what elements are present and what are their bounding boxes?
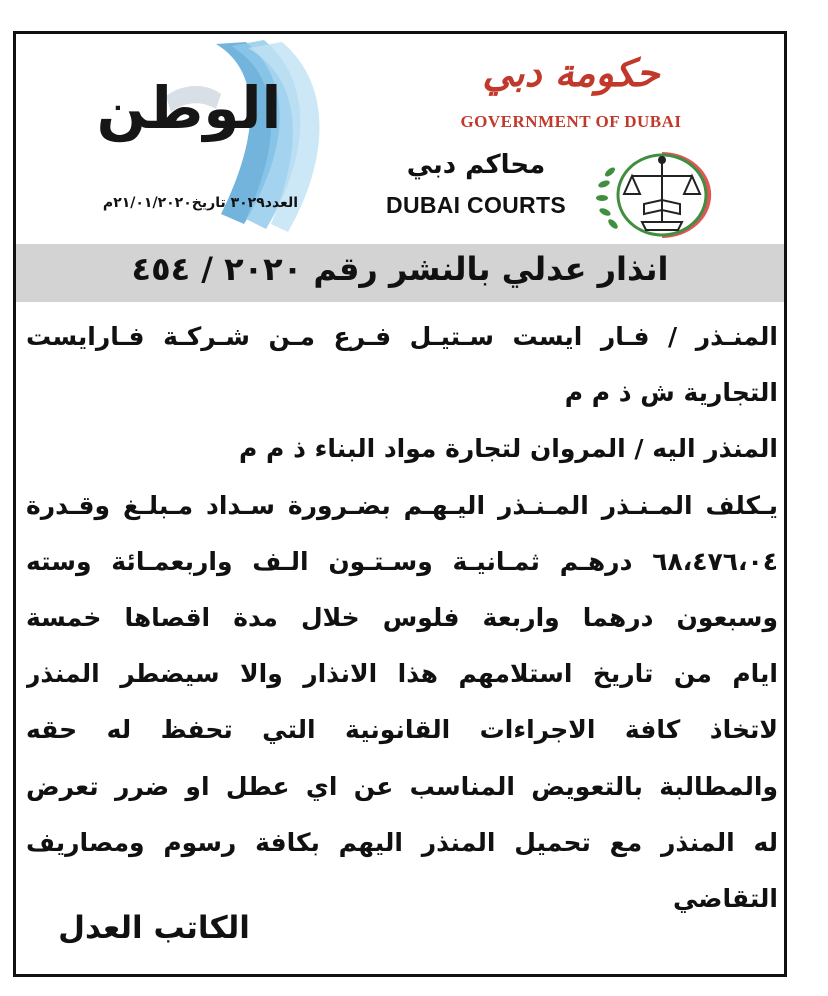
courts-name-arabic: محاكم دبي (406, 150, 546, 180)
notice-body (26, 309, 778, 927)
notice-line: والمطالبة بالتعويض المناسب عن اي عطل او ضرر تعرض (26, 771, 778, 801)
notice-title: انذار عدلي بالنشر رقم ٢٠٢٠ / ٤٥٤ (131, 250, 669, 288)
notice-line: التقاضي (673, 883, 778, 913)
courts-name-english: DUBAI COURTS (386, 192, 566, 218)
notice-line: لاتخاذ كافة الاجراءات القانونية التي تحفظ له حقه (26, 715, 778, 745)
government-name-english: GOVERNMENT OF DUBAI (460, 112, 682, 131)
header (16, 34, 784, 244)
notice-line: التجارية ش ذ م م (564, 378, 778, 408)
government-of-dubai-logo (436, 42, 706, 142)
newspaper-name: الوطن (96, 74, 282, 142)
notice-line: المنذر اليه / المروان لتجارة مواد البناء ذ م م (239, 434, 778, 464)
notice-line: ٦٨،٤٧٦،٠٤ درهـم ثمـانيـة وسـتـون الـف واربعمـائة وسته (26, 546, 778, 576)
notice-line: يـكلف المـنـذر المـنـذر اليـهـم بضـرورة سـداد مـبلـغ وقـدرة (26, 490, 778, 520)
scales-of-justice-emblem-icon (582, 142, 772, 242)
dubai-courts-logo (376, 142, 776, 242)
notice-line: وسبعون درهما واربعة فلوس خلال مدة اقصاها خمسة (26, 602, 778, 632)
notice-line: ايام من تاريخ استلامهم هذا الانذار والا سيضطر المنذر (26, 659, 778, 689)
newspaper-masthead (16, 34, 346, 244)
notary-signature: الكاتب العدل (58, 910, 250, 946)
notice-title-band (16, 244, 784, 302)
government-name-arabic: حكومة دبي (482, 50, 660, 95)
notice-line: المنـذر / فـار ايست سـتيـل فـرع مـن شـركـة فـارايست (26, 322, 778, 351)
notice-line: له المنذر مع تحميل المنذر اليهم بكافة رسوم ومصاريف (26, 827, 778, 857)
newspaper-issue-date: العدد٣٠٢٩ تاريخ٢١/٠١/٢٠٢٠م (102, 195, 298, 211)
notice-frame (13, 31, 787, 977)
